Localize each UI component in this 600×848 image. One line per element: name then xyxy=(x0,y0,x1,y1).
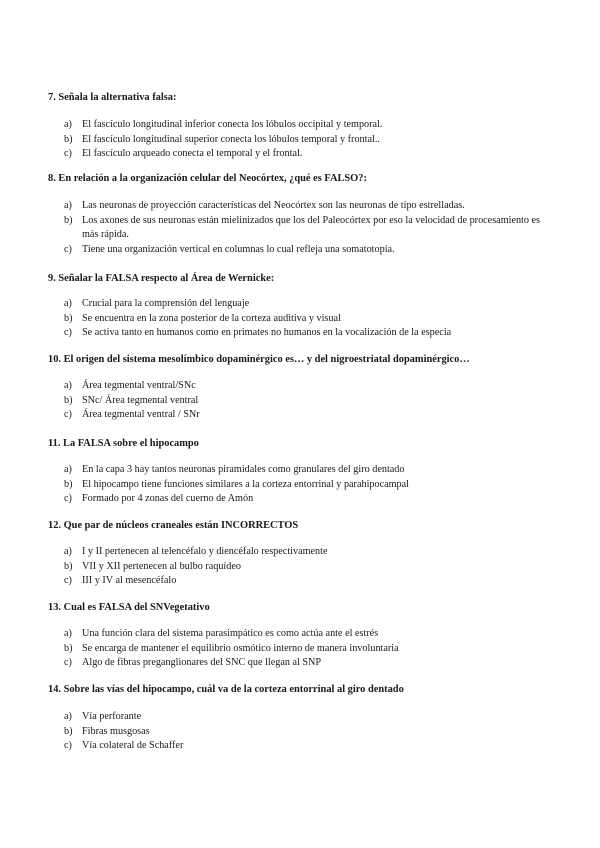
option-letter: b) xyxy=(64,312,73,324)
option-b xyxy=(0,214,600,243)
option-letter: a) xyxy=(64,119,72,130)
option-letter: b) xyxy=(64,725,73,737)
option-letter: c) xyxy=(64,493,72,504)
option-text: Vía perforante xyxy=(82,711,142,722)
option-text: Las neuronas de proyección características del Neocórtex son las neuronas de tipo estrelladas. xyxy=(82,200,465,211)
option-c xyxy=(0,574,600,589)
option-letter: a) xyxy=(64,200,72,211)
option-letter: b) xyxy=(64,133,73,145)
option-letter: a) xyxy=(64,711,72,722)
option-a xyxy=(0,627,600,642)
option-text: Tiene una organización vertical en columnas lo cual refleja una somatotopía. xyxy=(82,243,395,255)
option-letter: a) xyxy=(64,380,72,391)
option-letter: c) xyxy=(64,740,72,751)
option-list xyxy=(0,627,600,671)
option-list xyxy=(0,545,600,589)
option-c xyxy=(0,326,600,341)
option-text: El fascículo longitudinal superior conecta los lóbulos temporal y frontal.. xyxy=(82,133,380,145)
option-b xyxy=(0,394,600,409)
option-text: Vía colateral de Schaffer xyxy=(82,740,184,751)
option-a xyxy=(0,463,600,478)
option-c xyxy=(0,243,600,258)
option-text: Una función clara del sistema parasimpático es como actúa ante el estrés xyxy=(82,628,379,639)
option-a xyxy=(0,118,600,133)
option-text: Crucial para la comprensión del lenguaje xyxy=(82,298,250,309)
option-text: Los axones de sus neuronas están mielinizados que los del Paleocórtex por eso la velocidad de procesamiento es más rápida. xyxy=(82,214,541,240)
option-text: Se encuentra en la zona posterior de la corteza auditiva y visual xyxy=(82,312,341,324)
question-title: 14. Sobre las vías del hipocampo, cuál va de la corteza entorrinal al giro dentado xyxy=(48,684,404,695)
option-a xyxy=(0,545,600,560)
question-title: 12. Que par de núcleos craneales están INCORRECTOS xyxy=(48,520,299,531)
option-letter: c) xyxy=(64,409,72,420)
option-a xyxy=(0,199,600,214)
option-a xyxy=(0,710,600,725)
question-title: 10. El origen del sistema mesolímbico dopaminérgico es… y del nigroestriatal dopaminérgico… xyxy=(48,354,470,365)
option-a xyxy=(0,297,600,312)
option-text: El fascículo arqueado conecta el temporal y el frontal. xyxy=(82,148,303,159)
option-letter: c) xyxy=(64,148,72,159)
option-letter: c) xyxy=(64,243,72,255)
option-letter: b) xyxy=(64,214,73,226)
option-letter: b) xyxy=(64,478,73,490)
option-b xyxy=(0,560,600,575)
option-text: Se encarga de mantener el equilibrio osmótico interno de manera involuntaria xyxy=(82,642,399,654)
option-text: I y II pertenecen al telencéfalo y diencéfalo respectivamente xyxy=(82,546,328,557)
option-text: El fascículo longitudinal inferior conecta los lóbulos occipital y temporal. xyxy=(82,119,383,130)
option-letter: a) xyxy=(64,628,72,639)
option-letter: c) xyxy=(64,575,72,586)
option-list xyxy=(0,463,600,507)
option-text: Algo de fibras preganglionares del SNC que llegan al SNP xyxy=(82,657,322,668)
option-text: El hipocampo tiene funciones similares a la corteza entorrinal y parahipocampal xyxy=(82,478,409,490)
option-b xyxy=(0,133,600,148)
option-c xyxy=(0,739,600,754)
option-list xyxy=(0,379,600,423)
option-c xyxy=(0,147,600,162)
option-text: Área tegmental ventral/SNc xyxy=(82,380,196,391)
option-b xyxy=(0,725,600,740)
option-letter: b) xyxy=(64,394,73,406)
option-text: SNc/ Área tegmental ventral xyxy=(82,394,199,406)
option-letter: a) xyxy=(64,464,72,475)
option-b xyxy=(0,642,600,657)
option-a xyxy=(0,379,600,394)
question-title: 11. La FALSA sobre el hipocampo xyxy=(48,438,199,449)
option-text: En la capa 3 hay tantos neuronas piramidales como granulares del giro dentado xyxy=(82,464,405,475)
option-text: VII y XII pertenecen al bulbo raquídeo xyxy=(82,560,241,572)
option-b xyxy=(0,312,600,327)
option-list xyxy=(0,199,600,257)
option-letter: b) xyxy=(64,642,73,654)
option-list xyxy=(0,118,600,162)
option-b xyxy=(0,478,600,493)
option-c xyxy=(0,408,600,423)
option-letter: c) xyxy=(64,327,72,338)
question-title: 7. Señala la alternativa falsa: xyxy=(48,92,177,103)
option-text: Se activa tanto en humanos como en primates no humanos en la vocalización de la especia xyxy=(82,327,452,338)
option-c xyxy=(0,492,600,507)
option-text: Formado por 4 zonas del cuerno de Amón xyxy=(82,493,254,504)
option-text: Fibras musgosas xyxy=(82,725,150,737)
question-title: 8. En relación a la organización celular del Neocórtex, ¿qué es FALSO?: xyxy=(48,173,367,184)
option-c xyxy=(0,656,600,671)
option-letter: a) xyxy=(64,546,72,557)
option-list xyxy=(0,297,600,341)
option-text: Área tegmental ventral / SNr xyxy=(82,409,200,420)
question-title: 9. Señalar la FALSA respecto al Área de Wernicke: xyxy=(48,273,275,284)
option-letter: a) xyxy=(64,298,72,309)
option-list xyxy=(0,710,600,754)
question-title: 13. Cual es FALSA del SNVegetativo xyxy=(48,602,210,613)
option-text: III y IV al mesencéfalo xyxy=(82,575,177,586)
option-letter: c) xyxy=(64,657,72,668)
option-letter: b) xyxy=(64,560,73,572)
